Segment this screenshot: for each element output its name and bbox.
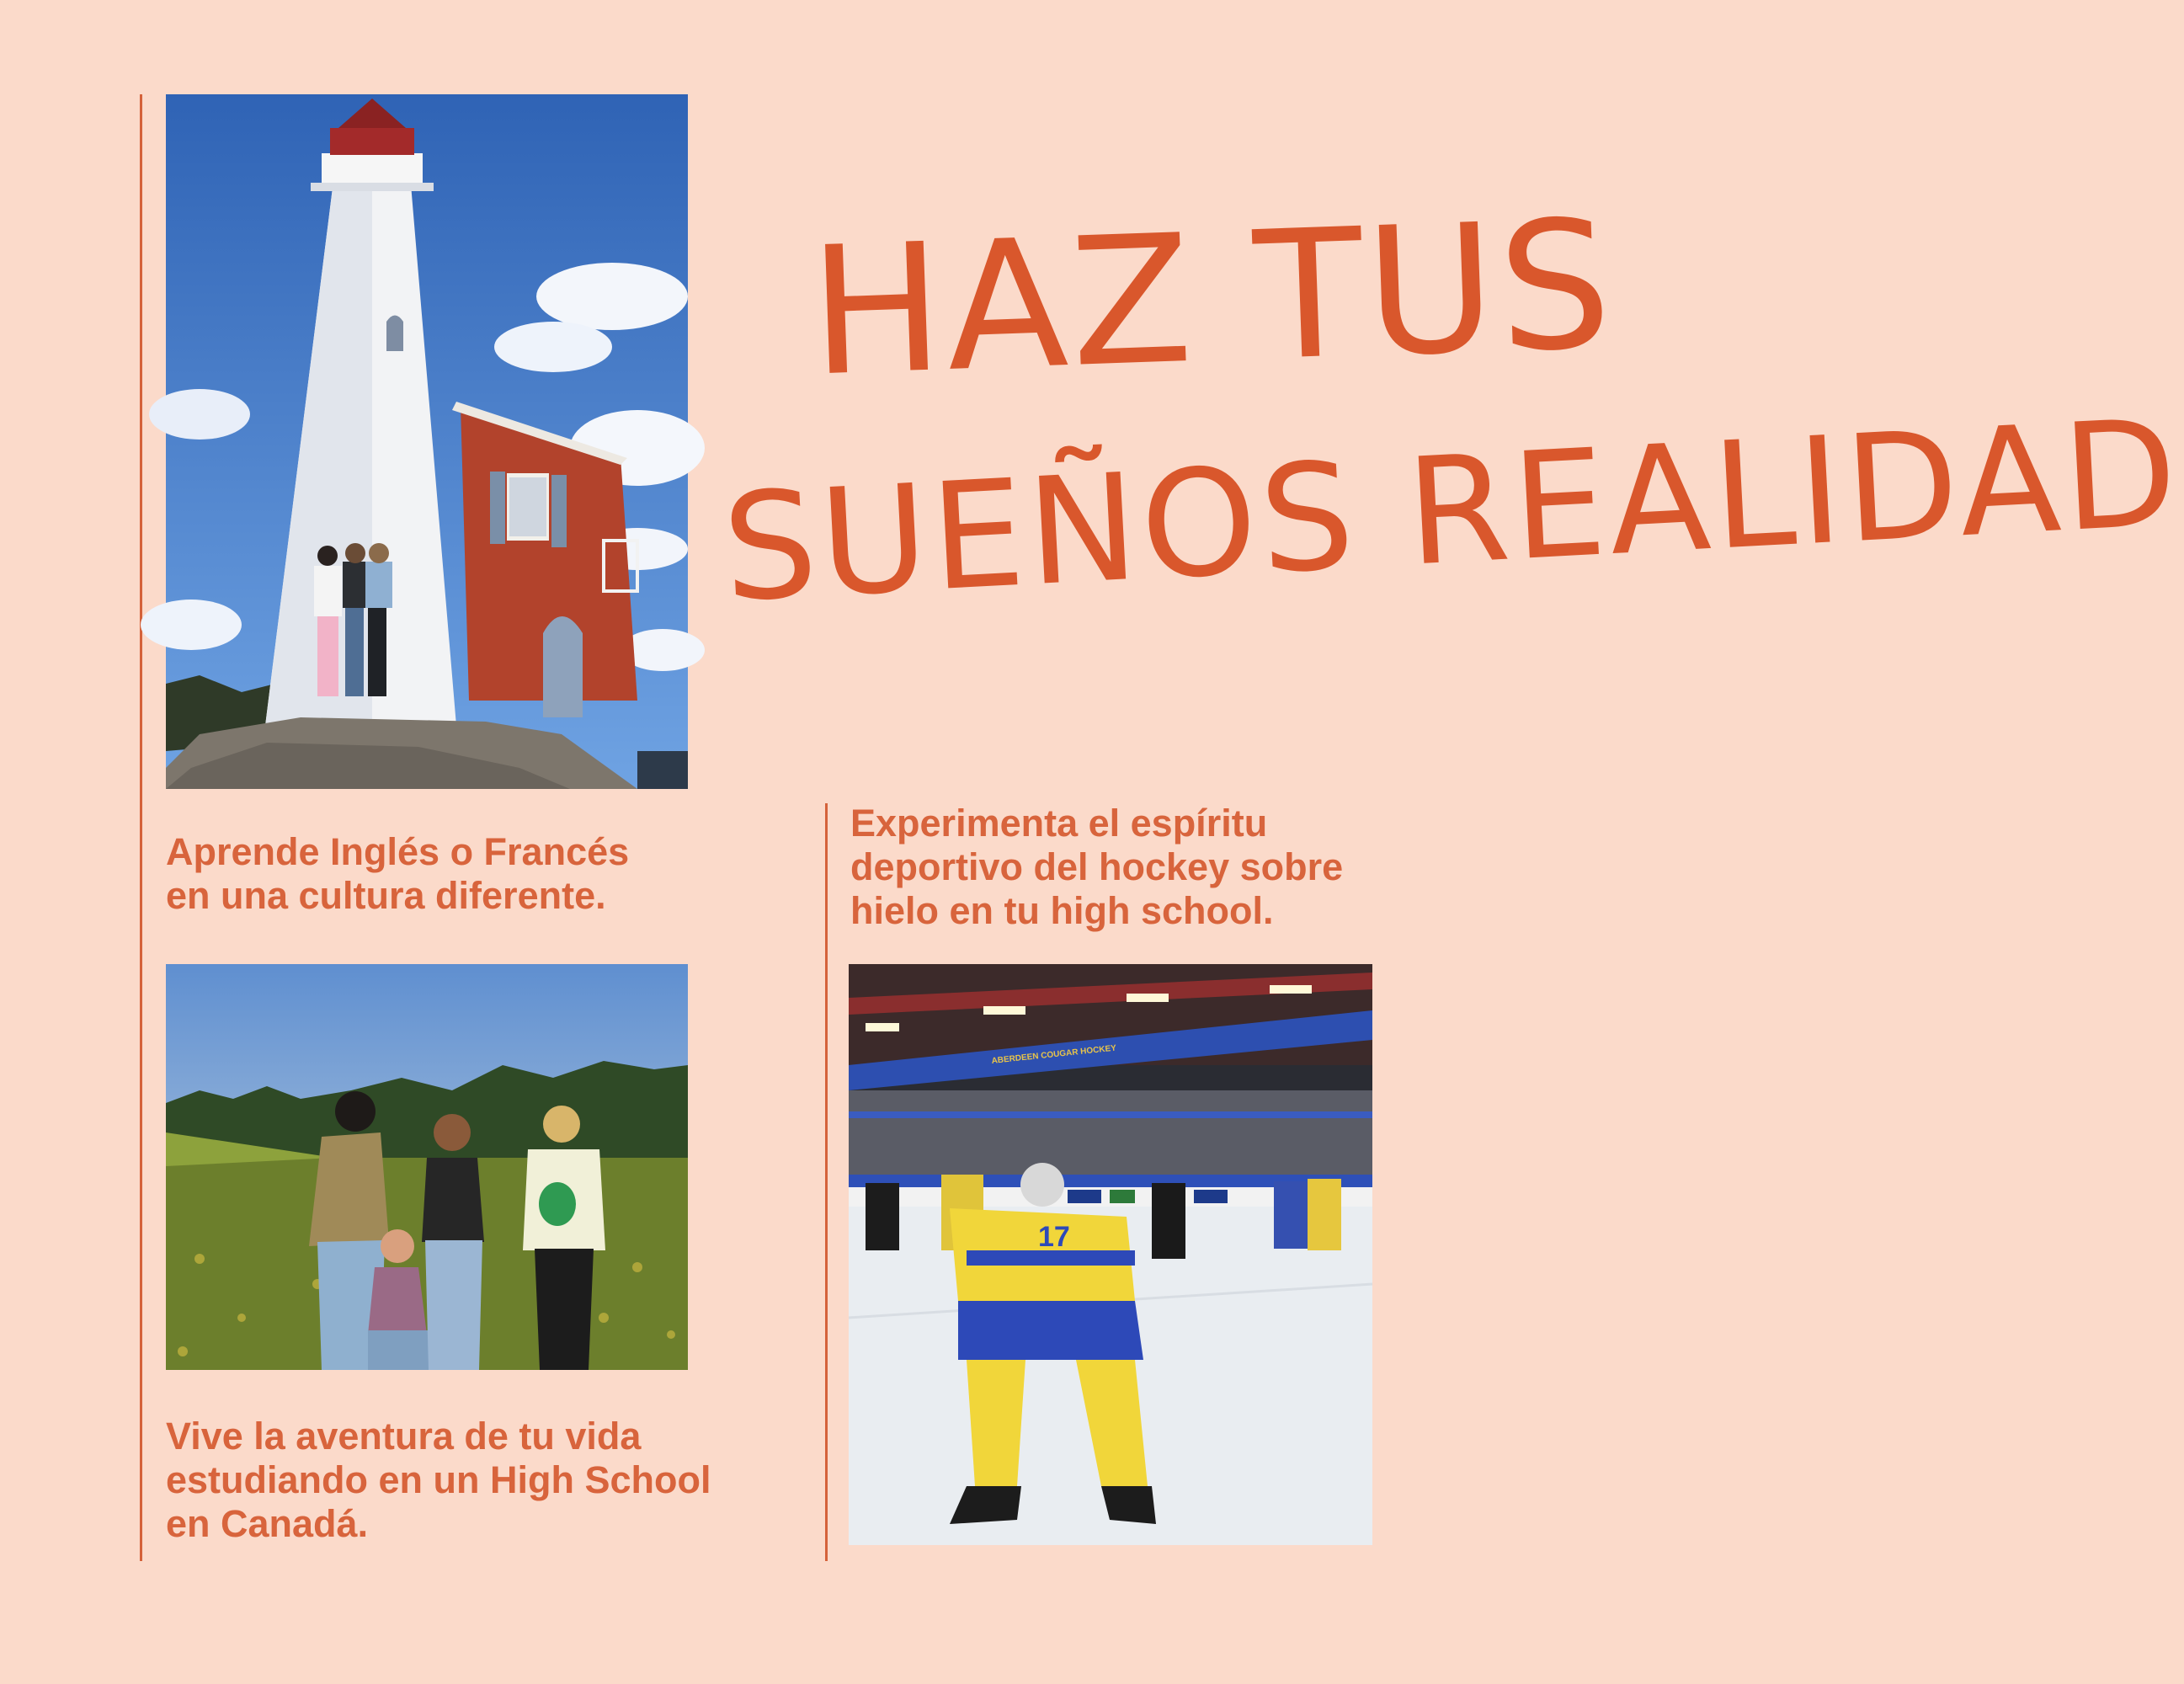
right-divider-line [825, 803, 828, 1561]
caption-hockey-line-1: Experimenta el espíritu [850, 802, 1268, 845]
caption-language-line-2: en una cultura diferente. [166, 874, 606, 917]
caption-language-line-1: Aprende Inglés o Francés [166, 830, 630, 873]
arena-banner-text: ABERDEEN COUGAR HOCKEY [991, 1043, 1117, 1066]
friends-field-photo [166, 964, 688, 1370]
caption-adventure-line-2: estudiando en un High School [166, 1458, 711, 1501]
caption-hockey-line-3: hielo en tu high school. [850, 889, 1274, 932]
left-divider-line [140, 94, 142, 1561]
jersey-number: 17 [1038, 1221, 1070, 1253]
ice-hockey-photo [849, 964, 1372, 1545]
caption-adventure-line-3: en Canadá. [166, 1502, 369, 1545]
caption-adventure-line-1: Vive la aventura de tu vida [166, 1415, 642, 1458]
caption-hockey [850, 802, 1343, 933]
caption-adventure [166, 1415, 711, 1546]
headline-line-2: SUEÑOS REALIDAD [718, 387, 2184, 636]
lighthouse-photo [166, 94, 688, 789]
headline-line-1: HAZ TUS [806, 181, 1618, 416]
caption-language [166, 830, 629, 918]
caption-hockey-line-2: deportivo del hockey sobre [850, 845, 1344, 888]
